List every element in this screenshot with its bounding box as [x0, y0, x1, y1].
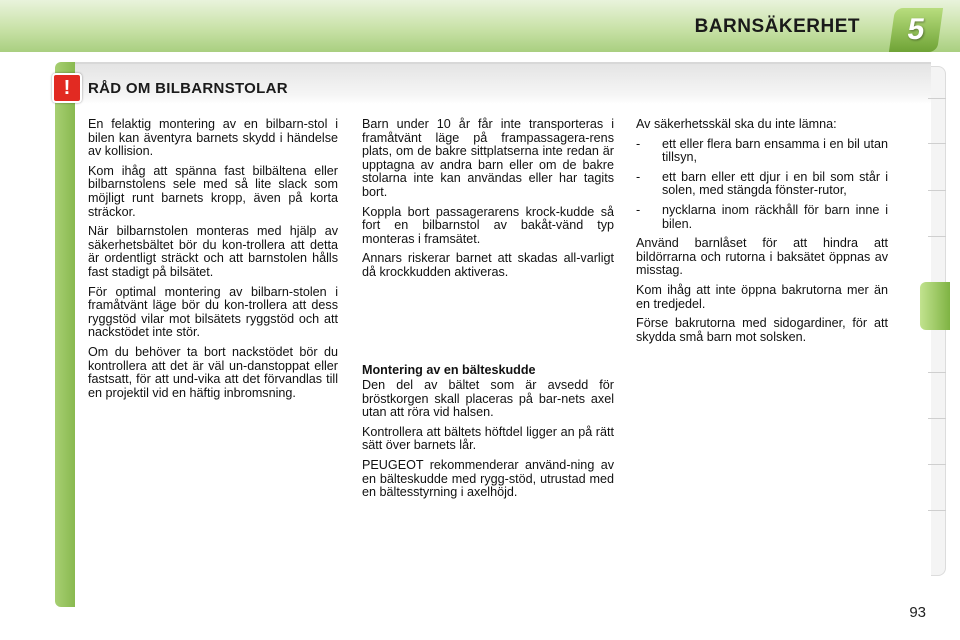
list-item-text: ett barn eller ett djur i en bil som står i solen, med stängda fönster-rutor,	[662, 169, 888, 198]
text-column-1	[88, 118, 338, 406]
paragraph: Förse bakrutorna med sidogardiner, för att skydda små barn mot solsken.	[636, 316, 888, 344]
tab-divider	[928, 418, 946, 419]
page-number: 93	[909, 604, 926, 621]
list-item-text: ett eller flera barn ensamma i en bil utan tillsyn,	[662, 136, 888, 165]
dash-bullet: -	[636, 169, 641, 184]
warning-icon: !	[52, 73, 82, 103]
paragraph: För optimal montering av bilbarn-stolen i framåtvänt läge bör du kon-trollera att dess ryggstöd vilar mot bilsätets ryggstöd och att nackstödet inte stör.	[88, 284, 338, 340]
chapter-number-badge: 5	[889, 8, 943, 52]
tab-divider	[928, 143, 946, 144]
text-column-2-sub	[362, 379, 614, 506]
paragraph: Använd barnlåset för att hindra att bildörrarna och rutorna i baksätet öppnas av misstag.	[636, 236, 888, 278]
tab-divider	[928, 464, 946, 465]
list-item	[636, 138, 888, 165]
paragraph: Annars riskerar barnet att skadas all-varligt då krockkudden aktiveras.	[362, 251, 614, 279]
list-item	[636, 171, 888, 198]
paragraph: PEUGEOT rekommenderar använd-ning av en bälteskudde med rygg-stöd, utrustad med en bältesstyrning i axelhöjd.	[362, 457, 614, 500]
text-column-2	[362, 118, 614, 286]
paragraph: Koppla bort passagerarens krock-kudde så fort en bilbarnstol av bakåt-vänd typ monteras i framsätet.	[362, 204, 614, 246]
tab-divider	[928, 190, 946, 191]
tab-divider	[928, 98, 946, 99]
left-accent-rail	[55, 62, 77, 607]
dash-bullet: -	[636, 202, 641, 217]
paragraph: Kontrollera att bältets höftdel ligger an på rätt sätt över barnets lår.	[362, 424, 614, 453]
list-item	[636, 204, 888, 231]
paragraph: När bilbarnstolen monteras med hjälp av säkerhetsbältet bör du kon-trollera att detta är ordentligt sträckt och att barnstolen hålls fast stadigt på bilsätet.	[88, 224, 338, 279]
paragraph: En felaktig montering av en bilbarn-stol i bilen kan äventyra barnets skydd i händelse av kollision.	[88, 117, 338, 159]
paragraph: Barn under 10 år får inte transporteras i framåtvänt läge på frampassagera-rens plats, om de bakre sittplatserna inte redan är upptagna av andra barn eller om de bakre stolarna inte kan användas eller har tagits bort.	[362, 117, 614, 199]
paragraph-intro: Av säkerhetsskäl ska du inte lämna:	[636, 117, 837, 131]
subheading-belt-cushion: Montering av en bälteskudde	[362, 363, 536, 377]
chapter-title: BARNSÄKERHET	[694, 16, 860, 37]
paragraph: Kom ihåg att inte öppna bakrutorna mer än en tredjedel.	[636, 282, 888, 311]
tab-divider	[928, 236, 946, 237]
paragraph: Om du behöver ta bort nackstödet bör du kontrollera att det är väl un-danstoppat eller fastsatt, för att und-vika att det förvandlas till en projektil vid en häftig inbromsning.	[88, 344, 338, 400]
paragraph: Den del av bältet som är avsedd för bröstkorgen skall placeras på bar-nets axel utan att röra vid halsen.	[362, 378, 614, 420]
tab-divider	[928, 372, 946, 373]
dash-bullet: -	[636, 136, 641, 151]
tab-divider	[928, 510, 946, 511]
section-title: RÅD OM BILBARNSTOLAR	[88, 80, 288, 97]
active-chapter-tab	[920, 282, 950, 330]
paragraph: Kom ihåg att spänna fast bilbältena eller bilbarnstolens sele med så lite slack som möjligt runt barnets kropp, även på korta sträckor.	[88, 163, 338, 219]
text-column-3	[636, 118, 888, 350]
list-item-text: nycklarna inom räckhåll för barn inne i bilen.	[662, 202, 888, 231]
